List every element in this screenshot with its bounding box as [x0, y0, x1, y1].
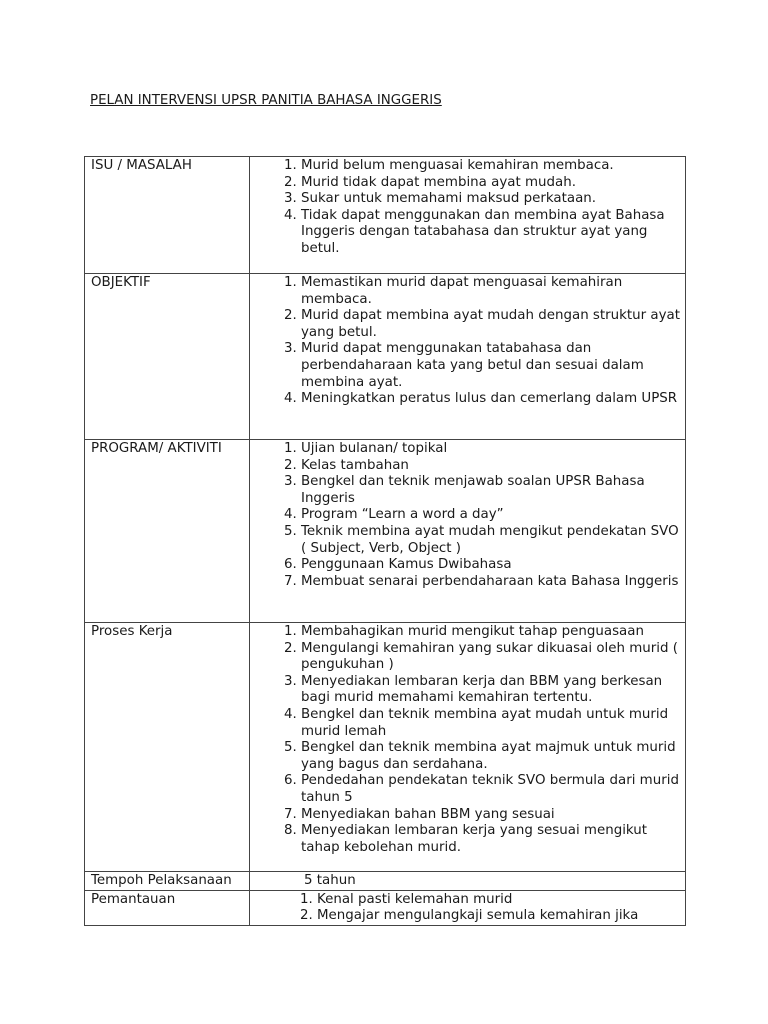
row-content-objektif	[250, 274, 686, 440]
list-item: 1. Kenal pasti kelemahan murid	[317, 892, 681, 909]
row-label-tempoh-pelaksanaan: Tempoh Pelaksanaan	[85, 872, 250, 891]
list-item: 5. Bengkel dan teknik membina ayat majmuk untuk murid yang bagus dan serdahana.	[301, 740, 681, 773]
list-item: 5. Teknik membina ayat mudah mengikut pendekatan SVO ( Subject, Verb, Object )	[301, 524, 681, 557]
list-item: 4. Bengkel dan teknik membina ayat mudah untuk murid murid lemah	[301, 707, 681, 740]
numbered-list	[250, 441, 681, 590]
row-content-isu-masalah	[250, 157, 686, 274]
table-row	[85, 623, 686, 872]
list-item: 3. Murid dapat menggunakan tatabahasa dan perbendaharaan kata yang betul dan sesuai dalam membina ayat.	[301, 341, 681, 391]
row-content-proses-kerja	[250, 623, 686, 872]
list-item: 3. Menyediakan lembaran kerja dan BBM yang berkesan bagi murid memahami kemahiran tertentu.	[301, 674, 681, 707]
list-item: 6. Pendedahan pendekatan teknik SVO bermula dari murid tahun 5	[301, 773, 681, 806]
list-item: 1. Membahagikan murid mengikut tahap penguasaan	[301, 624, 681, 641]
list-item: 4. Meningkatkan peratus lulus dan cemerlang dalam UPSR	[301, 391, 681, 408]
numbered-list	[250, 275, 681, 408]
list-item: 1. Murid belum menguasai kemahiran membaca.	[301, 158, 681, 175]
numbered-list	[250, 158, 681, 258]
list-item: 3. Bengkel dan teknik menjawab soalan UPSR Bahasa Inggeris	[301, 474, 681, 507]
row-content-tempoh-pelaksanaan	[250, 872, 686, 891]
list-item: 7. Menyediakan bahan BBM yang sesuai	[301, 807, 681, 824]
list-item: 4. Program “Learn a word a day”	[301, 507, 681, 524]
row-label-pemantauan: Pemantauan	[85, 890, 250, 925]
list-item: 2. Mengajar mengulangkaji semula kemahiran jika	[317, 908, 681, 925]
table-row	[85, 274, 686, 440]
table-row	[85, 872, 686, 891]
list-item: 4. Tidak dapat menggunakan dan membina ayat Bahasa Inggeris dengan tatabahasa dan struktur ayat yang betul.	[301, 208, 681, 258]
list-item: 8. Menyediakan lembaran kerja yang sesuai mengikut tahap kebolehan murid.	[301, 823, 681, 856]
list-item: 1. Ujian bulanan/ topikal	[301, 441, 681, 458]
table-row	[85, 157, 686, 274]
list-item: 1. Memastikan murid dapat menguasai kemahiran membaca.	[301, 275, 681, 308]
document-title: PELAN INTERVENSI UPSR PANITIA BAHASA INGGERIS	[90, 93, 442, 108]
list-item: 6. Penggunaan Kamus Dwibahasa	[301, 557, 681, 574]
row-content-pemantauan	[250, 890, 686, 925]
intervention-plan-table	[84, 156, 686, 926]
list-item: 7. Membuat senarai perbendaharaan kata Bahasa Inggeris	[301, 574, 681, 591]
numbered-list	[250, 624, 681, 856]
row-label-objektif: OBJEKTIF	[85, 274, 250, 440]
list-item: 2. Mengulangi kemahiran yang sukar dikuasai oleh murid ( pengukuhan )	[301, 641, 681, 674]
row-label-proses-kerja: Proses Kerja	[85, 623, 250, 872]
table-row	[85, 890, 686, 925]
list-item: 2. Murid tidak dapat membina ayat mudah.	[301, 175, 681, 192]
row-content-program-aktiviti	[250, 440, 686, 623]
list-item: 2. Murid dapat membina ayat mudah dengan struktur ayat yang betul.	[301, 308, 681, 341]
row-label-program-aktiviti: PROGRAM/ AKTIVITI	[85, 440, 250, 623]
table-row	[85, 440, 686, 623]
row-label-isu-masalah: ISU / MASALAH	[85, 157, 250, 274]
list-item: 3. Sukar untuk memahami maksud perkataan.	[301, 191, 681, 208]
duration-value: 5 tahun	[304, 873, 356, 888]
numbered-list	[250, 892, 681, 925]
list-item: 2. Kelas tambahan	[301, 458, 681, 475]
